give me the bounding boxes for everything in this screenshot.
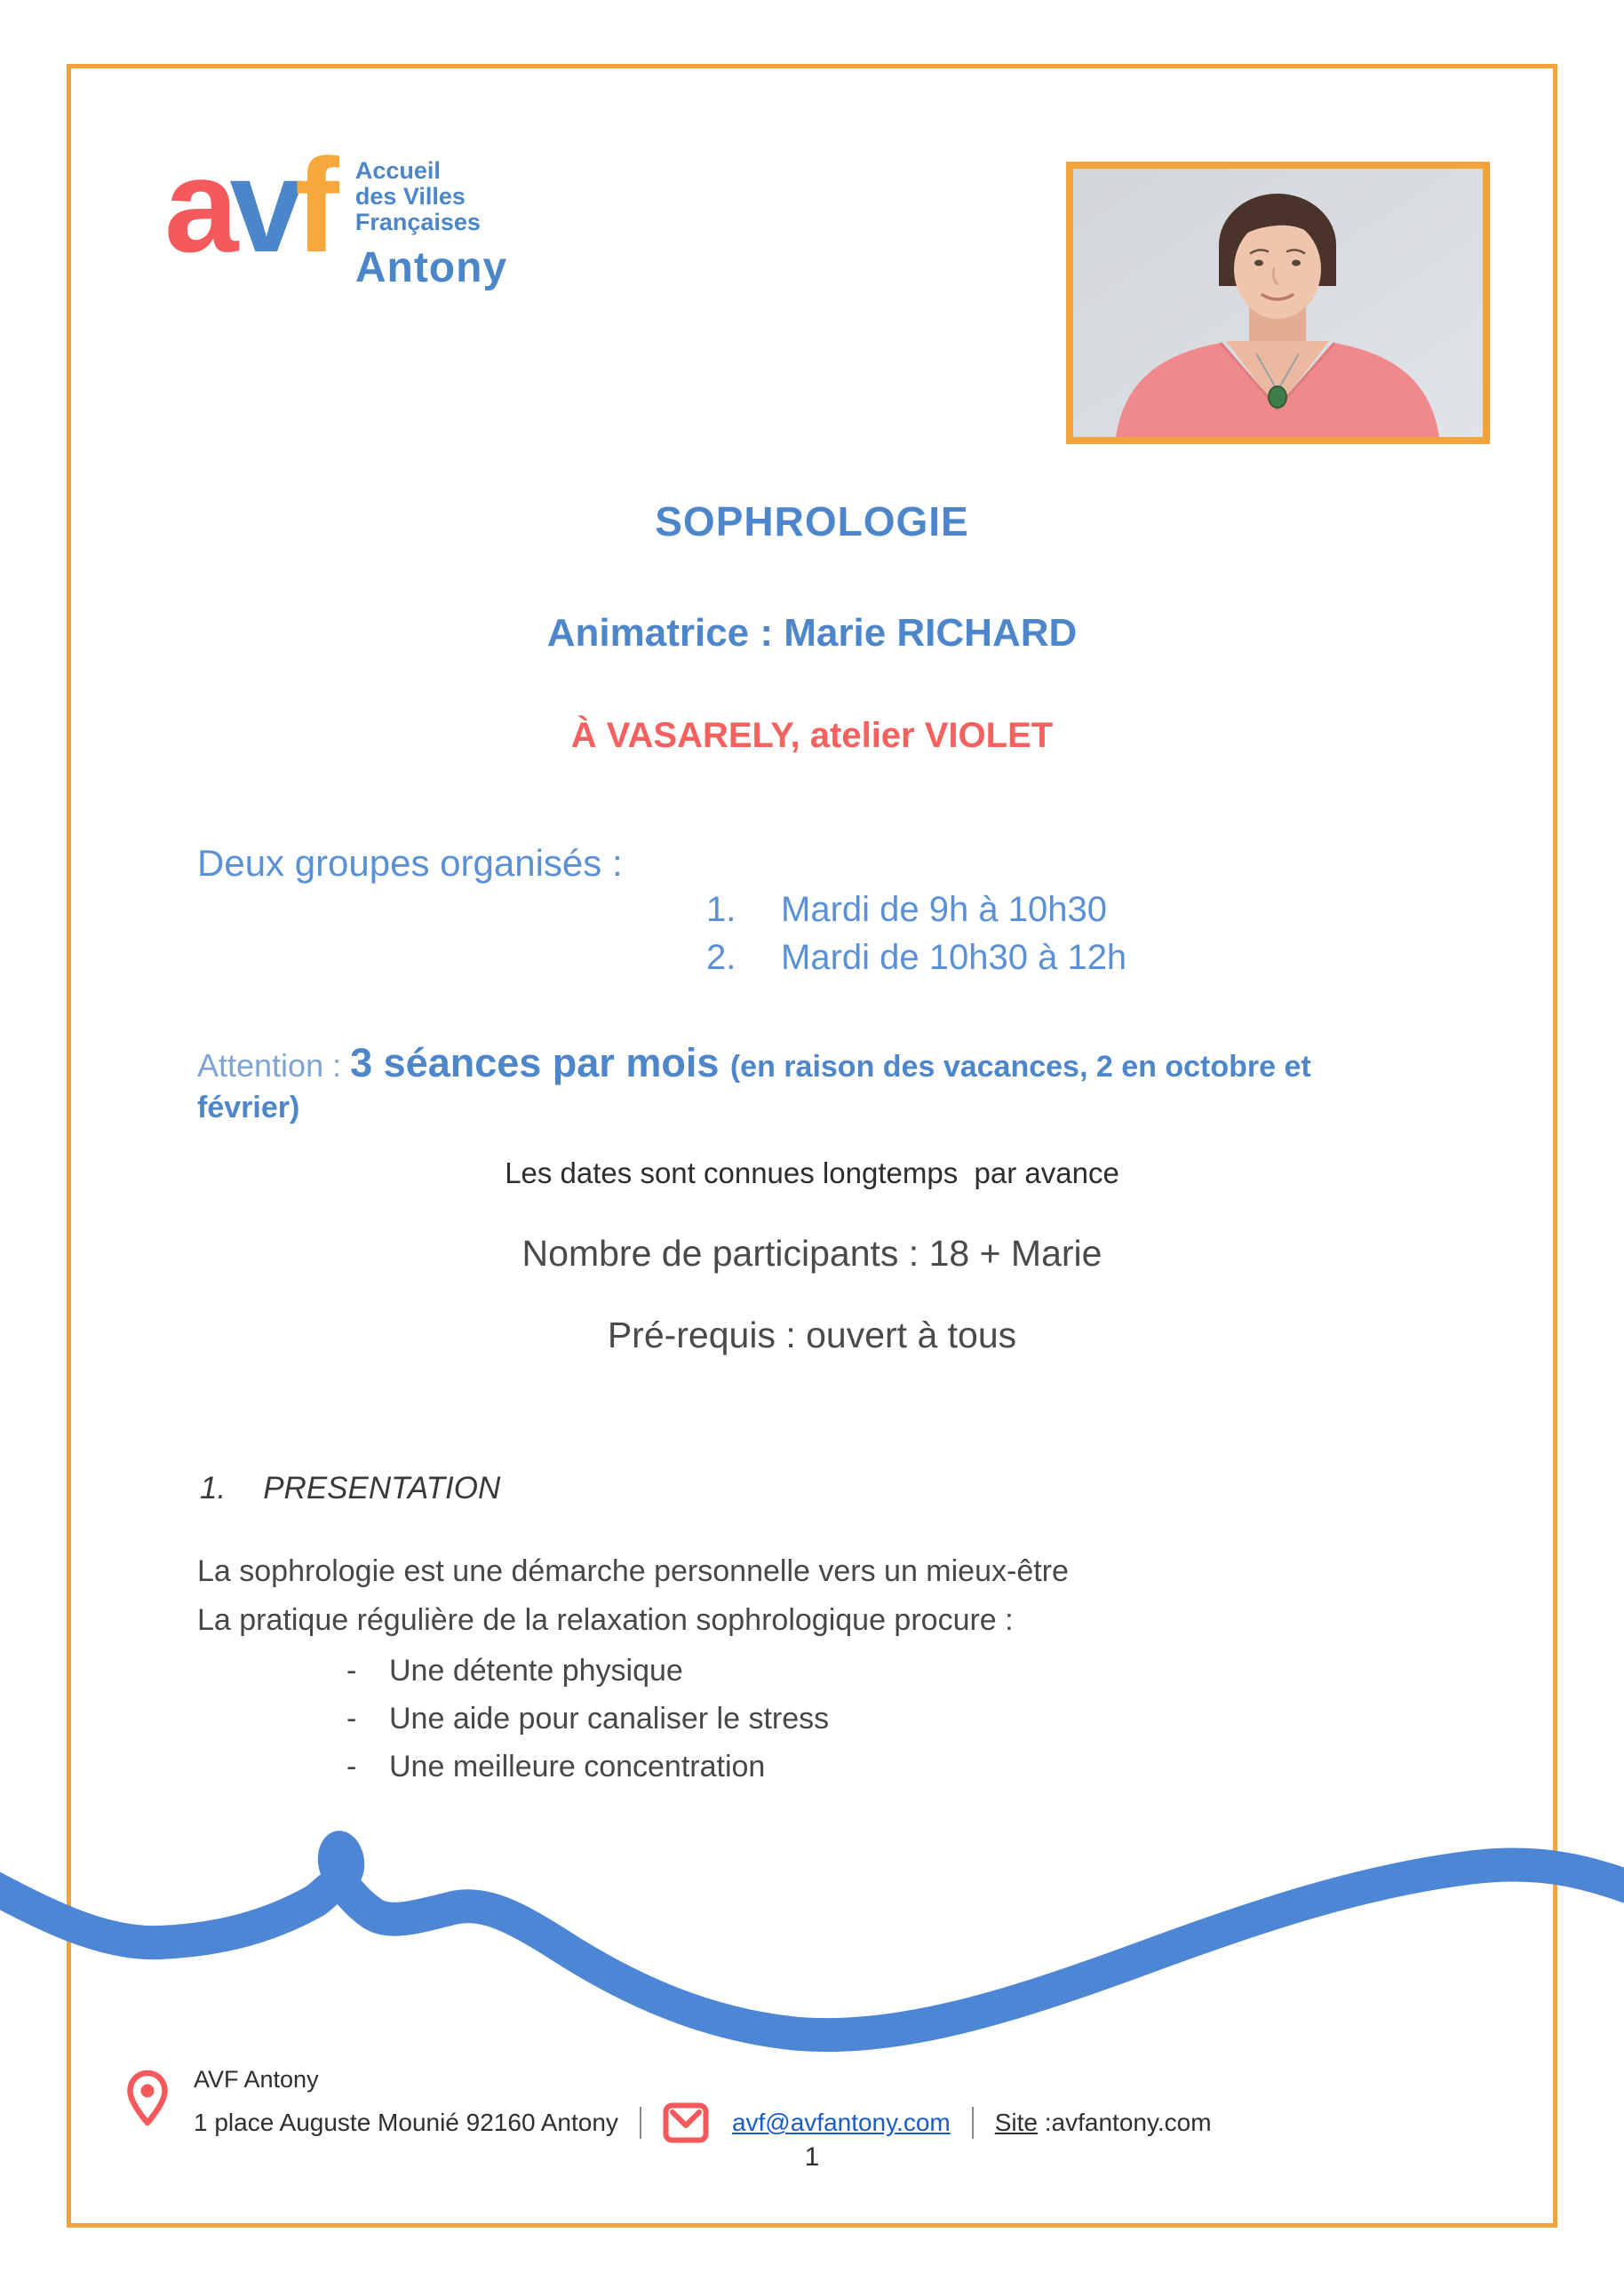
bullet-label: Une détente physique [389, 1654, 683, 1688]
page-title: SOPHROLOGIE [655, 498, 969, 544]
avf-logo [164, 131, 508, 292]
group-item-label: Mardi de 9h à 10h30 [781, 890, 1107, 929]
footer-divider [972, 2107, 974, 2139]
logo-text-block [355, 142, 507, 292]
attention-parenthetical: (en raison des vacances, 2 en octobre et [729, 1050, 1311, 1084]
email-icon [663, 2102, 709, 2143]
site-label[interactable]: Site [994, 2109, 1038, 2136]
attention-parenthetical-cont: février) [197, 1090, 300, 1124]
group-item-label: Mardi de 10h30 à 12h [781, 938, 1127, 977]
location-title: À VASARELY, atelier VIOLET [570, 716, 1054, 755]
page-subtitle: Animatrice : Marie RICHARD [546, 611, 1078, 655]
bullet-dash: - [346, 1702, 357, 1736]
section-number: 1. [200, 1471, 227, 1506]
group-item-number: 2. [706, 938, 736, 977]
participants-note: Nombre de participants : 18 + Marie [521, 1233, 1103, 1274]
logo-tagline-line3: Françaises [354, 208, 481, 235]
org-name: AVF Antony [194, 2066, 319, 2093]
footer [126, 2066, 1212, 2143]
groups-list [706, 890, 1126, 986]
group-item [706, 938, 1126, 986]
logo-letter-v: v [229, 131, 295, 280]
logo-city: Antony [354, 243, 508, 291]
paragraph-line: La sophrologie est une démarche personnelle vers un mieux-être [197, 1554, 1069, 1588]
section-heading [200, 1471, 500, 1506]
bullet-item [346, 1702, 829, 1750]
avf-logo-letters [164, 131, 330, 280]
logo-tagline-line2: des Villes [354, 182, 466, 210]
bullet-item [346, 1750, 829, 1798]
attention-line1 [197, 1037, 1388, 1089]
bullet-item [346, 1654, 829, 1702]
logo-tagline-line1: Accueil [354, 157, 441, 184]
location-pin-icon [126, 2070, 169, 2128]
bullet-label: Une meilleure concentration [389, 1750, 766, 1784]
logo-letter-a: a [164, 131, 230, 280]
bullet-label: Une aide pour canaliser le stress [389, 1702, 830, 1736]
instructor-photo [1066, 162, 1490, 444]
logo-letter-f: f [294, 131, 330, 280]
instructor-photo-illustration [1073, 169, 1483, 437]
group-item-number: 1. [706, 890, 736, 929]
bullet-dash: - [346, 1750, 357, 1784]
section-title: PRESENTATION [263, 1471, 501, 1506]
logo-tagline [355, 158, 507, 235]
presentation-paragraph [197, 1554, 1069, 1652]
org-address: 1 place Auguste Mounié 92160 Antony [194, 2109, 618, 2136]
footer-divider [640, 2107, 641, 2139]
prerequisites-note: Pré-requis : ouvert à tous [607, 1315, 1017, 1355]
paragraph-line: La pratique régulière de la relaxation sophrologique procure : [197, 1603, 1014, 1637]
groups-intro: Deux groupes organisés : [197, 842, 623, 884]
bullet-dash: - [346, 1654, 357, 1688]
dates-note: Les dates sont connues longtemps par avance [505, 1156, 1119, 1189]
footer-text-block [194, 2066, 1212, 2143]
email-link[interactable]: avf@avfantony.com [731, 2109, 951, 2136]
footer-contact-row [194, 2102, 1212, 2143]
attention-line2 [197, 1089, 1388, 1128]
page-number: 1 [804, 2142, 820, 2172]
attention-strong: 3 séances par mois [350, 1040, 730, 1085]
benefits-list [346, 1654, 829, 1798]
group-item [706, 890, 1126, 938]
site-value: :avfantony.com [1037, 2109, 1212, 2136]
attention-label: Attention : [197, 1047, 351, 1084]
attention-note [197, 1037, 1388, 1127]
